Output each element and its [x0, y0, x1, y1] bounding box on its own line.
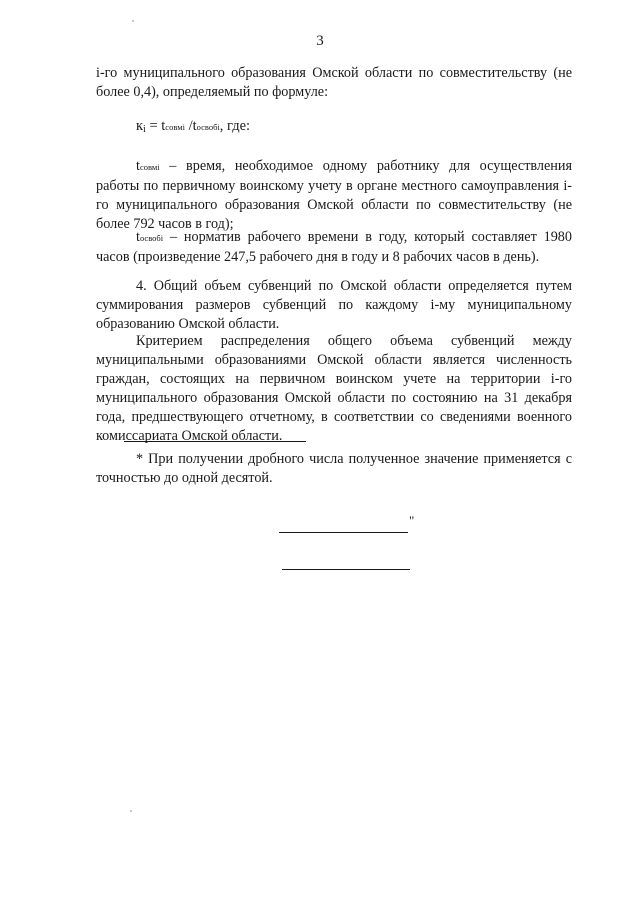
def2-text: – норматив рабочего времени в году, который составляет 1980 часов (произведение 247,5 рабочего дня в году и 8 рабочих часов в день).	[96, 229, 572, 265]
definition-tosvob	[96, 228, 572, 267]
def1-text: – время, необходимое одному работнику для осуществления работы по первичному воинскому учету в органе местного самоуправления i-го муниципального образования Омской области по совместительству (не более 792 часов в год);	[96, 158, 572, 232]
scan-mark	[132, 20, 134, 22]
criteria-paragraph: Критерием распределения общего объема субвенций между муниципальными образованиями Омской области является численность граждан, состоящих на первичном воинском учете на территории i-го муниципального образования Омской области по состоянию на 31 декабря года, предшествующего отчетному, в соответствии со сведениями военного комиссариата Омской области.	[96, 333, 572, 444]
def1-symbol: t	[136, 158, 140, 174]
intro-paragraph: i-го муниципального образования Омской области по совместительству (не более 0,4), определяемый по формуле:	[96, 65, 572, 100]
def2-sub: освобi	[139, 233, 164, 243]
formula-eq: = t	[145, 118, 166, 134]
formula-num-sub: совмi	[165, 122, 185, 132]
footnote: * При получении дробного числа полученное значение применяется с точностью до одной десятой.	[96, 451, 572, 486]
definition-tsovm	[96, 157, 572, 234]
formula-k-sub: i	[143, 124, 146, 135]
paragraph-4: 4. Общий объем субвенций по Омской области определяется путем суммирования размеров субвенций по каждому i-му муниципальному образованию Омской области.	[96, 278, 572, 332]
signature-line-1	[279, 532, 408, 533]
formula-slash: /t	[184, 118, 197, 134]
footnote-separator	[124, 441, 306, 442]
def2-symbol: t	[136, 229, 140, 245]
closing-quote: "	[409, 513, 415, 528]
formula-tail: , где:	[219, 118, 251, 134]
def1-sub: совмi	[139, 162, 160, 172]
signature-line-2	[282, 569, 410, 570]
scan-mark	[130, 810, 132, 812]
formula-k: к	[136, 118, 144, 134]
formula-den-sub: освобi	[196, 122, 220, 132]
page-number: 3	[316, 33, 324, 49]
formula	[136, 118, 250, 135]
